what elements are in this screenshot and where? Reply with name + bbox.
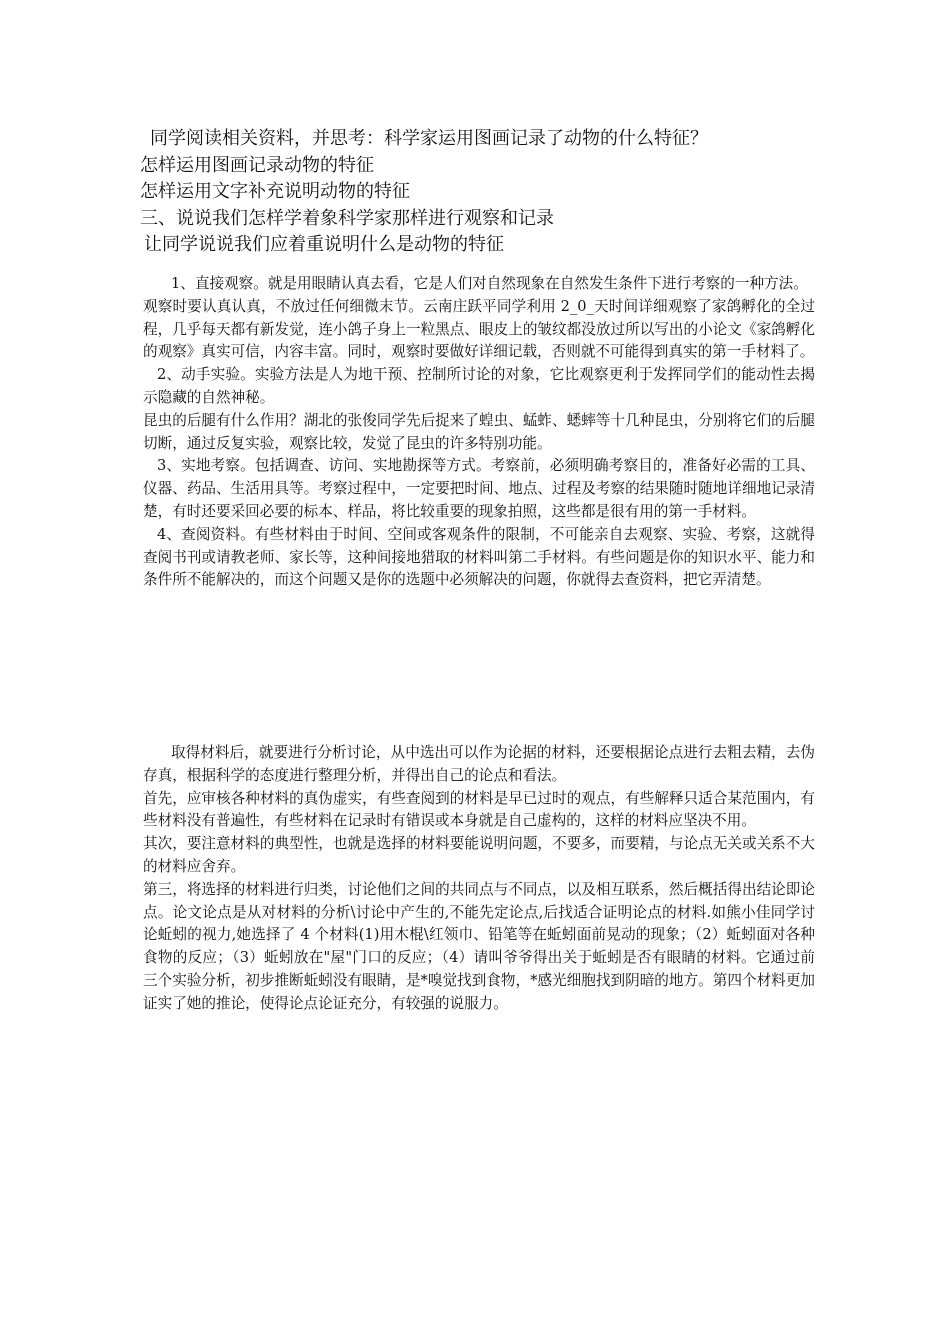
section-heading-three: 三、说说我们怎样学着象科学家那样进行观察和记录 [140,207,554,229]
paragraph-first-step: 首先，应审核各种材料的真伪虚实，有些查阅到的材料是早已过时的观点，有些解释只适合某范围内，有些材料没有普遍性，有些材料在记录时有错误或本身就是自己虚构的，这样的材料应坚决不用。 [143,789,815,830]
paragraph-third-step: 第三，将选择的材料进行归类，讨论他们之间的共同点与不同点，以及相互联系，然后概括得出结论即论点。论文论点是从对材料的分析\讨论中产生的,不能先定论点,后找适合证明论点的材料.如熊小佳同学讨论蚯蚓的视力,她选择了 4 个材料(1)用木棍\红领巾、铅笔等在蚯蚓面前晃动的现象；（2）蚯蚓面对各种食物的反应；（3）蚯蚓放在"屋"门口的反应；（4）请叫爷爷得出关于蚯蚓是否有眼睛的材料。它通过前三个实验分析，初步推断蚯蚓没有眼睛，是*嗅觉找到食物，*感光细胞找到阴暗的地方。第四个材料更加证实了她的推论，使得论点论证充分，有较强的说服力。 [143,880,815,1012]
paragraph-analysis-intro: 取得材料后，就要进行分析讨论，从中选出可以作为论据的材料，还要根据论点进行去粗去精，去伪存真，根据科学的态度进行整理分析，并得出自己的论点和看法。 [143,744,815,784]
paragraph-experiment: 2、动手实验。实验方法是人为地干预、控制所讨论的对象，它比观察更利于发挥同学们的能动性去揭示隐藏的自然神秘。 [143,366,815,406]
paragraph-second-step: 其次，要注意材料的典型性，也就是选择的材料要能说明问题，不要多，而要精，与论点无关或关系不大的材料应舍弃。 [143,835,815,875]
methods-section [143,273,815,592]
intro-question: 同学阅读相关资料，并思考：科学家运用图画记录了动物的什么特征？ [150,128,708,149]
intro-line-discuss: 让同学说说我们应着重说明什么是动物的特征 [144,234,504,255]
intro-section [140,126,840,259]
paragraph-field-survey: 3、实地考察。包括调查、访问、实地勘探等方式。考察前，必须明确考察目的，准备好必需的工具、仪器、药品、生活用具等。考察过程中，一定要把时间、地点、过程及考察的结果随时随地详细地记录清楚，有时还要采回必要的标本、样品，将比较重要的现象拍照，这些都是很有用的第一手材料。 [143,457,815,520]
paragraph-reference-materials: 4、查阅资料。有些材料由于时间、空间或客观条件的限制，不可能亲自去观察、实验、考察，这就得查阅书刊或请教老师、家长等，这种间接地猎取的材料叫第二手材料。有些问题是你的知识水平、能力和条件所不能解决的，而这个问题又是你的选题中必须解决的问题，你就得去查资料，把它弄清楚。 [143,525,815,589]
paragraph-direct-observation: 1、直接观察。就是用眼睛认真去看，它是人们对自然现象在自然发生条件下进行考察的一种方法。 [171,275,808,292]
paragraph-observation-example: 观察时要认真认真，不放过任何细微末节。云南庄跃平同学利用 2_0_天时间详细观察了家鸽孵化的全过程，几乎每天都有新发觉，连小鸽子身上一粒黑点、眼皮上的皱纹都没放过所以写出的小论文《家鸽孵化的观察》真实可信，内容丰富。同时，观察时要做好详细记载，否则就不可能得到真实的第一手材料了。 [143,297,815,361]
intro-line-drawing: 怎样运用图画记录动物的特征 [140,154,374,176]
intro-line-text: 怎样运用文字补充说明动物的特征 [140,181,410,202]
analysis-section [143,742,815,1016]
paragraph-experiment-example: 昆虫的后腿有什么作用？湖北的张俊同学先后捉来了蝗虫、蜢蚱、蟋蟀等十几种昆虫，分别将它们的后腿切断，通过反复实验，观察比较，发觉了昆虫的许多特别功能。 [143,411,815,452]
